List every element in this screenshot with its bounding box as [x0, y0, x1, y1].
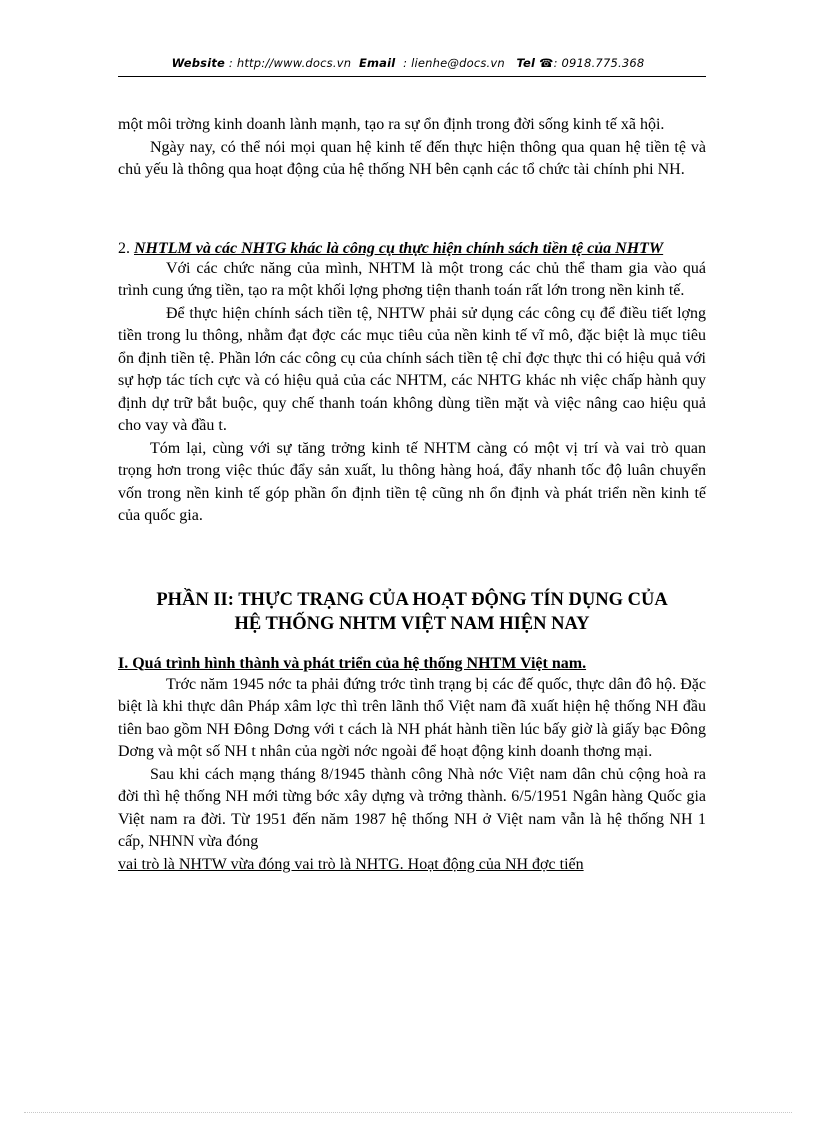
website-label: Website: [171, 56, 226, 70]
paragraph: Để thực hiện chính sách tiền tệ, NHTW phải sử dụng các công cụ để điều tiết lợng tiền trong lu thông, nhằm đạt đợc các mục tiêu của nền kinh tế vĩ mô, đặc biệt là mục tiêu ổn định tiền tệ. Phần lớn các công cụ của chính sách tiền tệ chỉ đợc thực thi có hiệu quả với sự hợp tác tích cực và có hiệu quả của các NHTM, các NHTG khác nh việc chấp hành quy định dự trữ bắt buộc, quy chế thanh toán không dùng tiền mặt và việc nâng cao hiệu quả cho vay và đầu t.: [118, 304, 706, 434]
part-heading-line: PHẦN II: THỰC TRẠNG CỦA HOẠT ĐỘNG TÍN DỤNG CỦA: [156, 589, 668, 610]
part-heading-line: HỆ THỐNG NHTM VIỆT NAM HIỆN NAY: [234, 613, 590, 634]
page-header: [0, 56, 816, 70]
email-value: : lienhe@docs.vn: [403, 56, 505, 70]
telephone-icon: ☎: [539, 56, 554, 70]
paragraph: một môi trờng kinh doanh lành mạnh, tạo ra sự ổn định trong đời sống kinh tế xã hội.: [118, 116, 665, 133]
part-heading: [118, 588, 706, 636]
page-bottom-border: [24, 1112, 792, 1113]
section-title: NHTLM và các NHTG khác là công cụ thực hiện chính sách tiền tệ của NHTW: [134, 239, 664, 257]
website-value: : http://www.docs.vn: [228, 56, 352, 70]
paragraph: Ngày nay, có thể nói mọi quan hệ kinh tế đến thực hiện thông qua quan hệ tiền tệ và chủ yếu là thông qua hoạt động của hệ thống NH bên cạnh các tổ chức tài chính phi NH.: [118, 138, 706, 178]
tel-value: : 0918.775.368: [553, 56, 645, 70]
section-number: 2.: [118, 239, 130, 257]
paragraph-last-line: vai trò là NHTW vừa đóng vai trò là NHTG. Hoạt động của NH đợc tiến: [118, 855, 584, 873]
paragraph: Với các chức năng của mình, NHTM là một trong các chủ thể tham gia vào quá trình cung ứng tiền, tạo ra một khối lợng phơng tiện thanh toán rất lớn trong nền kinh tế.: [118, 259, 706, 299]
section-heading: [118, 240, 706, 258]
tel-label: Tel: [516, 56, 536, 70]
paragraph: Sau khi cách mạng tháng 8/1945 thành công Nhà nớc Việt nam dân chủ cộng hoà ra đời thì hệ thống NH mới từng bớc xây dựng và trởng thành. 6/5/1951 Ngân hàng Quốc gia Việt nam ra đời. Từ 1951 đến năm 1987 hệ thống NH ở Việt nam vẫn là hệ thống NH 1 cấp, NHNN vừa đóng: [118, 765, 706, 850]
header-rule: [118, 76, 706, 77]
paragraph: Trớc năm 1945 nớc ta phải đứng trớc tình trạng bị các đế quốc, thực dân đô hộ. Đặc biệt là khi thực dân Pháp xâm lợc thì trên lãnh thổ Việt nam đã xuất hiện hệ thống NH đầu tiên bao gồm NH Đông Dơng với t cách là NH phát hành tiền lúc bấy giờ là giấy bạc Đông Dơng và một số NH t nhân của ngời nớc ngoài để hoạt động kinh doanh thơng mại.: [118, 675, 706, 760]
document-body: [118, 114, 706, 876]
email-label: Email: [358, 56, 396, 70]
subsection-heading: I. Quá trình hình thành và phát triển của hệ thống NHTM Việt nam.: [118, 654, 587, 672]
paragraph: Tóm lại, cùng với sự tăng trởng kinh tế NHTM càng có một vị trí và vai trò quan trọng hơn trong việc thúc đẩy sản xuất, lu thông hàng hoá, đẩy nhanh tốc độ luân chuyển vốn trong nền kinh tế góp phần ổn định tiền tệ cũng nh ổn định và phát triển nền kinh tế của quốc gia.: [118, 439, 706, 524]
